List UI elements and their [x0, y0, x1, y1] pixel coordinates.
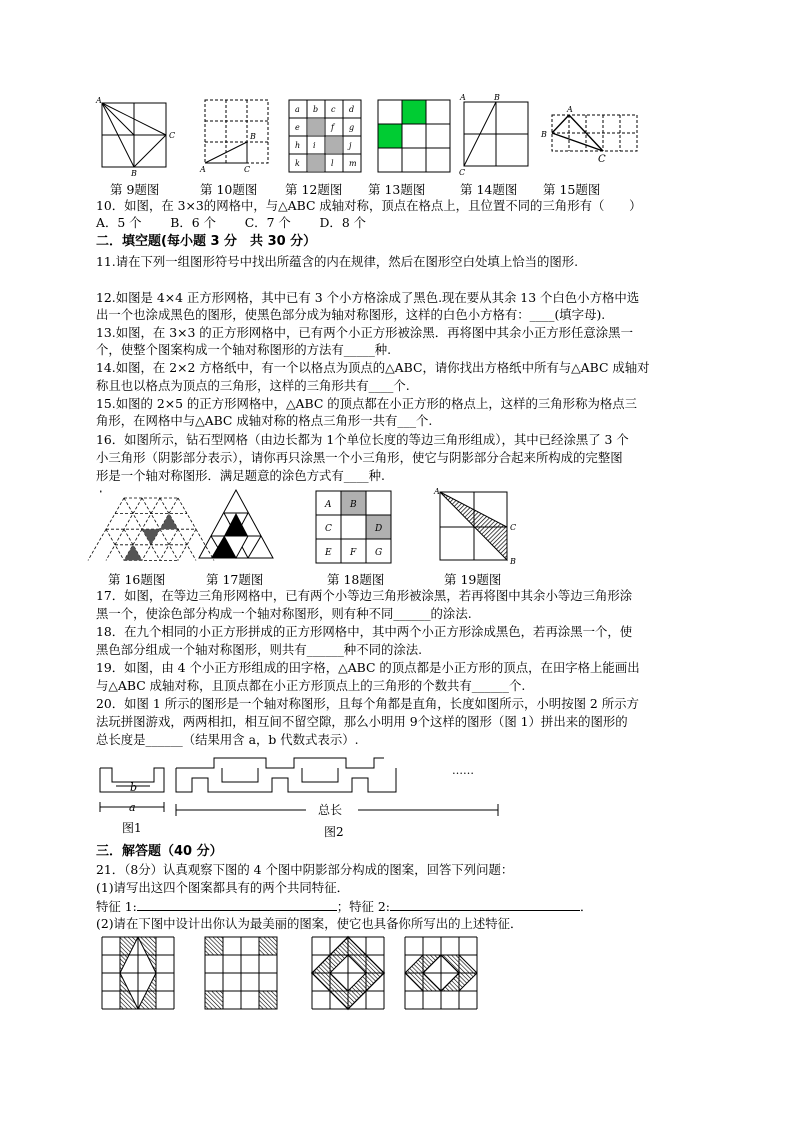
q12-line1: 12.如图是 4×4 正方形网格，其中已有 3 个小方格涂成了黑色.现在要从其余 13 个白色小方格中选 — [96, 290, 640, 305]
figure-q9 — [96, 96, 180, 178]
shaded-triangle — [160, 514, 178, 530]
q14-line1: 14.如图，在 2×2 方格纸中，有一个以格点为顶点的△ABC，请你找出方格纸中所有与△ABC 成轴对 — [96, 360, 650, 375]
fig20-total-label: 总长 — [318, 803, 343, 817]
fig20-fig1-label: 图1 — [122, 821, 142, 835]
q13-line1: 13.如图，在 3×3 的正方形网格中，已有两个小正方形被涂黑．再将图中其余小正方形任意涂黑一 — [96, 325, 633, 340]
q13-line2: 个，使整个图案构成一个轴对称图形的方法有_____种. — [96, 342, 392, 357]
q18-line2: 黑色部分组成一个轴对称图形，则共有______种不同的涂法. — [96, 642, 423, 657]
grid12-letter: b — [313, 105, 319, 114]
figure-q14 — [459, 93, 540, 178]
section2-heading: 二．填空题(每小题 3 分 共 30 分） — [96, 234, 317, 249]
grid12-letter: f — [331, 123, 334, 132]
figure-q12 — [288, 99, 368, 179]
caption-q19: 第 19题图 — [444, 572, 502, 587]
figure-q16 — [96, 490, 206, 570]
q16-line3: 形是一个轴对称图形．满足题意的涂色方式有____种. — [96, 468, 385, 483]
caption-q15: 第 15题图 — [543, 182, 601, 197]
figure-q20 — [96, 750, 516, 840]
grid18-letter: E — [325, 548, 332, 558]
grid12-letter: k — [295, 159, 300, 168]
grid18-letter: G — [375, 548, 383, 558]
q16-line2: 小三角形（阴影部分表示），请你再只涂黑一个小三角形，使它与阴影部分合起来所构成的完整图 — [96, 450, 623, 465]
caption-q12: 第 12题图 — [285, 182, 343, 197]
caption-q14: 第 14题图 — [460, 182, 518, 197]
caption-q10: 第 10题图 — [200, 182, 258, 197]
svg-text:C: C — [510, 523, 517, 532]
grid12-letter: i — [313, 141, 316, 150]
figure-q21 — [100, 935, 500, 1025]
svg-text:B: B — [494, 93, 500, 102]
fig20-fig2-label: 图2 — [324, 825, 344, 839]
svg-text:A: A — [460, 93, 466, 102]
svg-text:B: B — [250, 132, 256, 141]
caption-q9: 第 9题图 — [110, 182, 160, 197]
grid12-letter: d — [349, 105, 355, 114]
q10-options: A．5 个 B．6 个 C．7 个 D．8 个 — [96, 215, 367, 230]
figure-q19 — [432, 487, 522, 570]
grid18-letter: F — [350, 548, 357, 558]
grid12-letter: m — [349, 159, 357, 168]
fig20-dots: …… — [452, 764, 474, 777]
grid12-letter: a — [295, 105, 300, 114]
caption-q18: 第 18题图 — [327, 572, 385, 587]
feature1-blank[interactable] — [137, 898, 337, 911]
q11-text: 11.请在下列一组图形符号中找出所蕴含的内在规律，然后在图形空白处填上恰当的图形. — [96, 254, 579, 269]
svg-text:C: C — [459, 168, 466, 177]
grid18-letter: A — [325, 500, 332, 510]
shaded-triangle — [142, 529, 160, 545]
q19-line2: 与△ABC 成轴对称，且顶点都在小正方形顶点上的三角形的个数共有______个. — [96, 678, 526, 693]
svg-text:C: C — [244, 165, 251, 174]
grid12-letter: c — [331, 105, 336, 114]
figure-q18 — [314, 490, 404, 570]
q10-text: 10．如图，在 3×3的网格中，与△ABC 成轴对称，顶点在格点上，且位置不同的三角形有（ ） — [96, 198, 642, 213]
figure-q10 — [200, 98, 280, 178]
grid18-letter: C — [325, 524, 332, 534]
fig20-b-label: b — [130, 781, 138, 794]
q15-line1: 15.如图的 2×5 的正方形网格中，△ABC 的顶点都在小正方形的格点上，这样的三角形称为格点三 — [96, 396, 638, 411]
pattern-3 — [312, 937, 384, 1009]
q20-line3: 总长度是______（结果用含 a，b 代数式表示）. — [96, 732, 359, 747]
svg-text:B: B — [541, 130, 547, 139]
caption-q13: 第 13题图 — [368, 182, 426, 197]
q21-line4: (2)请在下图中设计出你认为最美丽的图案，使它也具备你所写出的上述特征． — [96, 916, 523, 931]
svg-text:A: A — [200, 165, 206, 174]
grid12-letter: j — [349, 141, 352, 150]
q18-line1: 18．在九个相同的小正方形拼成的正方形网格中，其中两个小正方形涂成黑色，若再涂黑一个，使 — [96, 624, 633, 639]
q14-line2: 称且也以格点为顶点的三角形，这样的三角形共有____个. — [96, 378, 410, 393]
q21-line2: (1)请写出这四个图案都具有的两个共同特征． — [96, 880, 349, 895]
grid12-letter: h — [295, 141, 301, 150]
svg-text:A: A — [434, 487, 440, 496]
pattern-1 — [102, 937, 174, 1009]
grid12-letter: e — [295, 123, 300, 132]
q21-features: 特征 1: ；特征 2: ． — [96, 899, 593, 914]
svg-text:C: C — [169, 131, 176, 140]
section3-heading: 三．解答题（40 分） — [96, 844, 223, 859]
svg-text:A: A — [96, 96, 102, 105]
q20-line2: 法玩拼图游戏，两两相扣，相互间不留空隙，那么小明用 9个这样的图形（图 1）拼出来的图形的 — [96, 714, 628, 729]
q15-line2: 角形，在网格中与△ABC 成轴对称的格点三角形一共有___个. — [96, 413, 433, 428]
q19-line1: 19．如图，由 4 个小正方形组成的田字格，△ABC 的顶点都是小正方形的顶点，在田字格上能画出 — [96, 660, 640, 675]
q17-line1: 17．如图，在等边三角形网格中，已有两个小等边三角形被涂黑，若再将图中其余小等边三角形涂 — [96, 588, 633, 603]
q12-line2: 出一个也涂成黑色的图形，使黑色部分成为轴对称图形，这样的白色小方格有：____(填字母). — [96, 307, 606, 322]
svg-text:C: C — [598, 154, 606, 165]
svg-text:B: B — [510, 557, 516, 566]
caption-q17: 第 17题图 — [206, 572, 264, 587]
caption-q16: 第 16题图 — [108, 572, 166, 587]
q17-line2: 黑一个，使涂色部分构成一个轴对称图形，则有种不同______的涂法. — [96, 606, 472, 621]
figure-q15 — [540, 100, 640, 180]
grid18-letter: D — [375, 524, 383, 534]
q21-line1: 21．（8分）认真观察下图的 4 个图中阴影部分构成的图案，回答下列问题： — [96, 862, 514, 877]
shaded-triangle — [124, 545, 142, 561]
pattern-2 — [205, 937, 277, 1009]
svg-text:B: B — [131, 169, 137, 178]
feature2-label: ；特征 2: — [336, 899, 390, 914]
figure-q17 — [196, 488, 286, 568]
feature1-label: 特征 1: — [96, 899, 137, 914]
grid12-letter: l — [331, 159, 334, 168]
pattern-4 — [405, 937, 477, 1009]
q20-line1: 20．如图 1 所示的图形是一个轴对称图形，且每个角都是直角，长度如图所示，小明按图 2 所示方 — [96, 696, 639, 711]
grid12-letter: g — [349, 123, 355, 132]
figure-q13 — [376, 99, 456, 179]
feature2-blank[interactable] — [390, 898, 580, 911]
grid18-letter: B — [350, 500, 357, 510]
q16-line1: 16．如图所示，钻石型网格（由边长都为 1个单位长度的等边三角形组成），其中已经涂黑了 3 个 — [96, 432, 629, 447]
fig20-a-label: a — [129, 801, 136, 814]
svg-text:A: A — [567, 105, 573, 114]
